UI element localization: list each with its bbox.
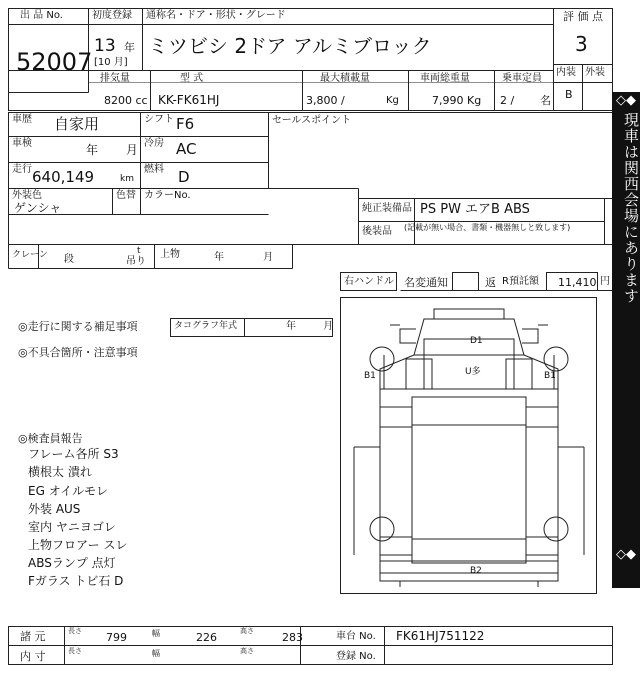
displacement: 8200 cc <box>104 94 148 107</box>
damage-mark-b1-left: B1 <box>364 371 376 381</box>
inspector-item: 横根太 潰れ <box>28 465 92 479</box>
shift: F6 <box>176 115 195 133</box>
width: 226 <box>196 631 217 644</box>
tachograph-label: タコグラフ年式 <box>174 321 238 331</box>
damage-mark-b2: B2 <box>470 566 482 576</box>
aftermarket-label: 後装品 <box>362 226 392 237</box>
selling-point-label: セールスポイント <box>272 115 352 126</box>
color-code-label: カラーNo. <box>144 190 191 201</box>
inspector-item: Fガラス トビ石 D <box>28 574 124 588</box>
history: 自家用 <box>54 115 100 133</box>
driving-notes-label: ◎走行に関する補足事項 <box>18 320 138 333</box>
capacity-label: 乗車定員 <box>502 73 542 84</box>
reg-year: 13 <box>94 36 116 56</box>
score-value: 3 <box>575 32 588 56</box>
inspector-report-label: ◎検査員報告 <box>18 432 83 445</box>
inspector-item: 室内 ヤニヨゴレ <box>28 520 116 534</box>
height: 283 <box>282 631 303 644</box>
defects-label: ◎不具合箇所・注意事項 <box>18 346 138 359</box>
fuel-label: 燃料 <box>144 164 164 175</box>
model: KK-FK61HJ <box>158 93 220 107</box>
tachograph-date: 年 月 <box>286 321 334 332</box>
inspector-item: 上物フロアー スレ <box>28 538 128 552</box>
damage-mark-b1-right: B1 <box>544 371 556 381</box>
ton-unit: t <box>137 246 141 256</box>
cooling-label: 冷房 <box>144 138 164 149</box>
height-label: 高さ <box>240 627 254 635</box>
body-date: 年 月 <box>214 252 274 263</box>
recycle-amount: 11,410 <box>558 276 597 289</box>
internal-length-label: 長さ <box>68 647 82 655</box>
interior-grade: B <box>565 88 573 101</box>
year-unit: 年 <box>124 41 135 54</box>
reg-month: [10 月] <box>94 57 128 68</box>
exterior-label: 外装 <box>585 67 605 78</box>
gross-weight-label: 車両総重量 <box>420 73 470 84</box>
right-hand-label: 右ハンドル <box>344 276 394 287</box>
gross-weight: 7,990 Kg <box>432 94 482 107</box>
inspector-item: EG オイルモレ <box>28 484 109 498</box>
standard-equipment: PS PW エアB ABS <box>420 202 530 217</box>
max-load-unit: Kg <box>386 95 399 106</box>
car-name: ミツビシ 2ドア アルミブロック <box>148 34 432 58</box>
first-reg-label: 初度登録 <box>92 10 132 21</box>
cooling: AC <box>176 140 197 158</box>
body-label: 上物 <box>160 249 180 260</box>
chassis-no: FK61HJ751122 <box>396 629 485 643</box>
max-load-label: 最大積載量 <box>320 73 370 84</box>
crane-label: クレーン <box>12 250 48 260</box>
registration-label: 登録 No. <box>336 651 376 662</box>
history-label: 車歴 <box>12 114 32 125</box>
truck-damage-diagram <box>340 297 596 593</box>
desc-label: 通称名・ドア・形状・グレード <box>146 10 286 21</box>
shift-label: シフト <box>144 114 174 125</box>
ext-color: ゲンシャ <box>14 201 62 215</box>
name-change-label: 名変通知 <box>404 276 448 289</box>
inspector-item: 外装 AUS <box>28 502 81 516</box>
internal-height-label: 高さ <box>240 647 254 655</box>
interior-label: 内装 <box>556 67 576 78</box>
diamond-decoration: ◇◆ <box>616 93 636 108</box>
dims-label: 諸 元 <box>20 630 46 643</box>
mileage: 640,149 <box>32 168 95 186</box>
inspection-label: 車検 <box>12 138 32 149</box>
location-text: 現車は関西会場にあります <box>622 112 640 304</box>
inspector-item: フレーム各所 S3 <box>28 447 119 461</box>
internal-width-label: 幅 <box>152 649 160 658</box>
length-label: 長さ <box>68 627 82 635</box>
inspector-item: ABSランプ 点灯 <box>28 556 116 570</box>
damage-mark-u-many: U多 <box>465 367 481 377</box>
recycle-unit: 円 <box>600 276 610 287</box>
internal-dims-label: 内 寸 <box>20 650 46 663</box>
mileage-label: 走行 <box>12 164 32 175</box>
lift-unit: 吊り <box>126 256 146 267</box>
inspection: 年 月 <box>86 143 138 157</box>
max-load: 3,800 / <box>306 94 345 107</box>
aftermarket-note: (記載が無い場合、書類・機器無しと致します) <box>404 223 571 232</box>
lot-no-label: 出 品 No. <box>20 10 63 21</box>
fuel: D <box>178 168 190 186</box>
score-label: 評 価 点 <box>563 10 603 23</box>
standard-equipment-label: 純正装備品 <box>362 203 412 214</box>
mileage-unit: km <box>120 174 134 184</box>
location-banner <box>612 92 640 588</box>
displacement-label: 排気量 <box>100 73 130 84</box>
color-change-label: 色替 <box>116 190 136 201</box>
recycle-label: R預託額 <box>502 276 539 287</box>
refund-label: 返 <box>485 276 496 289</box>
chassis-label: 車台 No. <box>336 631 376 642</box>
width-label: 幅 <box>152 629 160 638</box>
diamond-decoration-bottom: ◇◆ <box>616 547 636 562</box>
damage-mark-d1: D1 <box>470 336 483 346</box>
model-label: 型 式 <box>180 73 204 84</box>
capacity: 2 / <box>500 94 515 107</box>
capacity-unit: 名 <box>540 94 551 107</box>
stage-unit: 段 <box>64 254 74 265</box>
ext-color-label: 外装色 <box>12 190 42 201</box>
length: 799 <box>106 631 127 644</box>
lot-no: 52007 <box>16 48 93 76</box>
